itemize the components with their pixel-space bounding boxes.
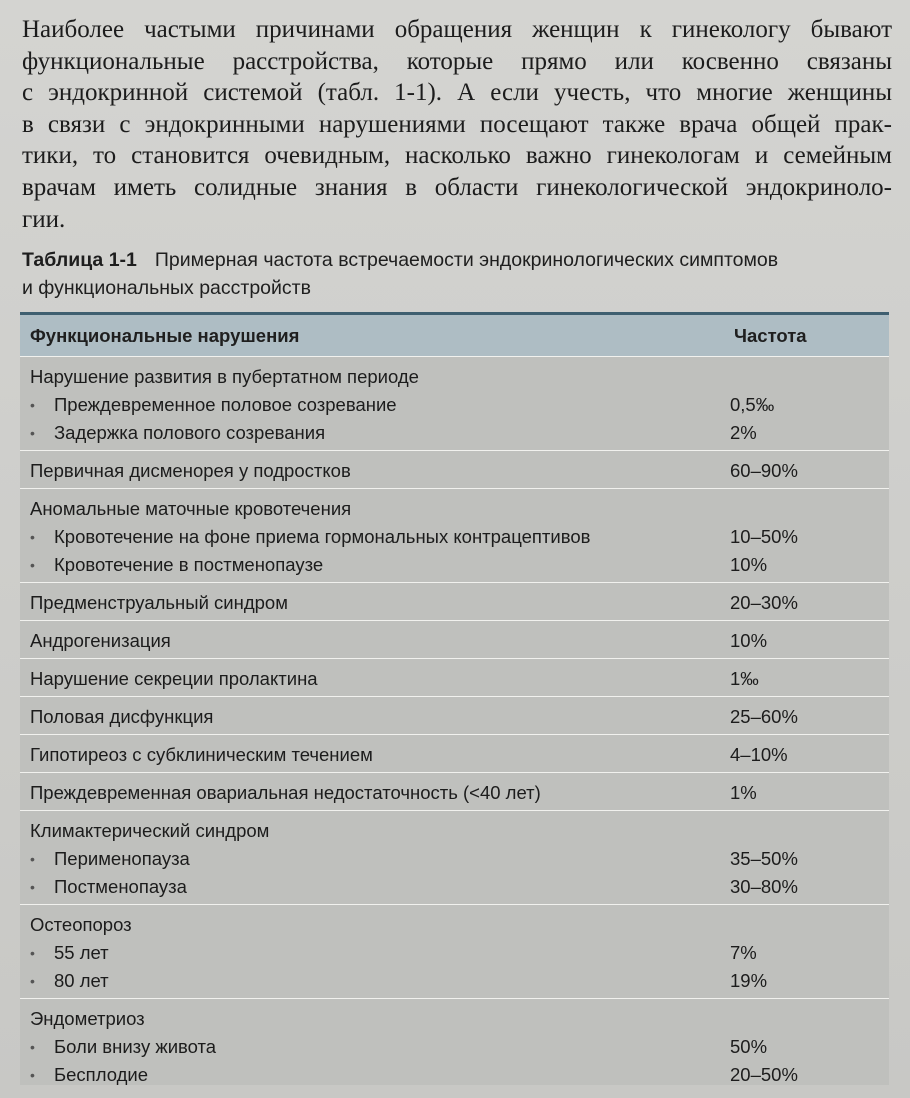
row-value: 25–60% [730, 706, 798, 727]
row-label: Остеопороз [30, 914, 132, 935]
sub-row-label [30, 1061, 148, 1089]
sub-row-text: 80 лет [54, 970, 109, 991]
table-row [20, 734, 889, 773]
table-header [20, 315, 889, 356]
table-title-line: и функциональных расстройств [22, 277, 311, 299]
sub-row-value: 7% [730, 942, 757, 963]
sub-row-value: 2% [730, 422, 757, 443]
row-label: Нарушение секреции пролактина [30, 668, 318, 689]
table-row [20, 998, 889, 1093]
sub-row-value: 10–50% [730, 526, 798, 547]
bullet-icon: • [30, 557, 35, 573]
sub-row-value: 50% [730, 1036, 768, 1057]
row-label: Андрогенизация [30, 630, 171, 651]
bullet-icon: • [30, 973, 35, 989]
row-value: 4–10% [730, 744, 788, 765]
table-title-line: Примерная частота встречаемости эндокринологических симптомов [154, 249, 779, 271]
sub-row-label [30, 523, 590, 551]
table-row [20, 810, 889, 905]
row-value: 10% [730, 630, 768, 651]
table-number: Таблица 1-1 [22, 249, 137, 271]
sub-row-text: Кровотечение на фоне приема гормональных контрацептивов [54, 526, 591, 547]
table-row [20, 450, 889, 489]
sub-row-label [30, 967, 109, 995]
row-value: 1% [730, 782, 757, 803]
table-row [20, 658, 889, 697]
row-label: Половая дисфункция [30, 706, 214, 727]
sub-row-text: Преждевременное половое созревание [54, 394, 397, 415]
sub-row-value: 10% [730, 554, 768, 575]
sub-row-value: 0,5‰ [730, 394, 775, 415]
row-label: Эндометриоз [30, 1008, 145, 1029]
sub-row-text: Боли внизу живота [54, 1036, 217, 1057]
row-label: Гипотиреоз с субклиническим течением [30, 744, 373, 765]
row-label: Преждевременная овариальная недостаточность (<40 лет) [30, 782, 541, 803]
sub-row-text: Перименопауза [54, 848, 190, 869]
intro-line: тики, то становится очевидным, насколько важно гинекологам и семейным [22, 142, 892, 170]
table-caption [22, 246, 892, 302]
sub-row-label [30, 845, 190, 873]
sub-row-text: Кровотечение в постменопаузе [54, 554, 324, 575]
sub-row-label [30, 391, 397, 419]
sub-row-label [30, 419, 325, 447]
sub-row-value: 19% [730, 970, 768, 991]
header-disorder: Функциональные нарушения [30, 325, 300, 346]
sub-row-label [30, 551, 323, 579]
sub-row-value: 30–80% [730, 876, 798, 897]
sub-row-text: Постменопауза [54, 876, 187, 897]
row-label: Первичная дисменорея у подростков [30, 460, 351, 481]
row-value: 60–90% [730, 460, 798, 481]
intro-line: врачам иметь солидные знания в области гинекологической эндокриноло- [22, 173, 892, 201]
table-row [20, 620, 889, 659]
row-value: 20–30% [730, 592, 798, 613]
sub-row-label [30, 1033, 216, 1061]
row-value: 1‰ [730, 668, 759, 689]
intro-line: с эндокринной системой (табл. 1-1). А если учесть, что многие женщины [22, 79, 892, 107]
intro-line: гии. [22, 205, 66, 233]
row-label: Нарушение развития в пубертатном периоде [30, 366, 419, 387]
sub-row-text: 55 лет [54, 942, 109, 963]
frequency-table [20, 312, 889, 1085]
row-label: Климактерический синдром [30, 820, 270, 841]
sub-row-text: Задержка полового созревания [54, 422, 326, 443]
intro-line: функциональные расстройства, которые прямо или косвенно связаны [22, 47, 892, 75]
sub-row-value: 20–50% [730, 1064, 798, 1085]
table-row [20, 772, 889, 811]
bullet-icon: • [30, 851, 35, 867]
table-row [20, 696, 889, 735]
table-row [20, 582, 889, 621]
table-row [20, 488, 889, 583]
bullet-icon: • [30, 397, 35, 413]
bullet-icon: • [30, 1039, 35, 1055]
bullet-icon: • [30, 945, 35, 961]
sub-row-label [30, 939, 109, 967]
sub-row-text: Бесплодие [54, 1064, 148, 1085]
header-frequency: Частота [734, 325, 807, 346]
row-label: Предменструальный синдром [30, 592, 288, 613]
intro-line: Наиболее частыми причинами обращения женщин к гинекологу бывают [22, 16, 892, 43]
bullet-icon: • [30, 529, 35, 545]
bullet-icon: • [30, 1067, 35, 1083]
bullet-icon: • [30, 879, 35, 895]
table-row [20, 904, 889, 999]
table-row [20, 356, 889, 451]
sub-row-label [30, 873, 187, 901]
bullet-icon: • [30, 425, 35, 441]
intro-line: в связи с эндокринными нарушениями посещают также врача общей прак- [22, 110, 892, 138]
sub-row-value: 35–50% [730, 848, 798, 869]
row-label: Аномальные маточные кровотечения [30, 498, 352, 519]
intro-paragraph [22, 14, 892, 235]
